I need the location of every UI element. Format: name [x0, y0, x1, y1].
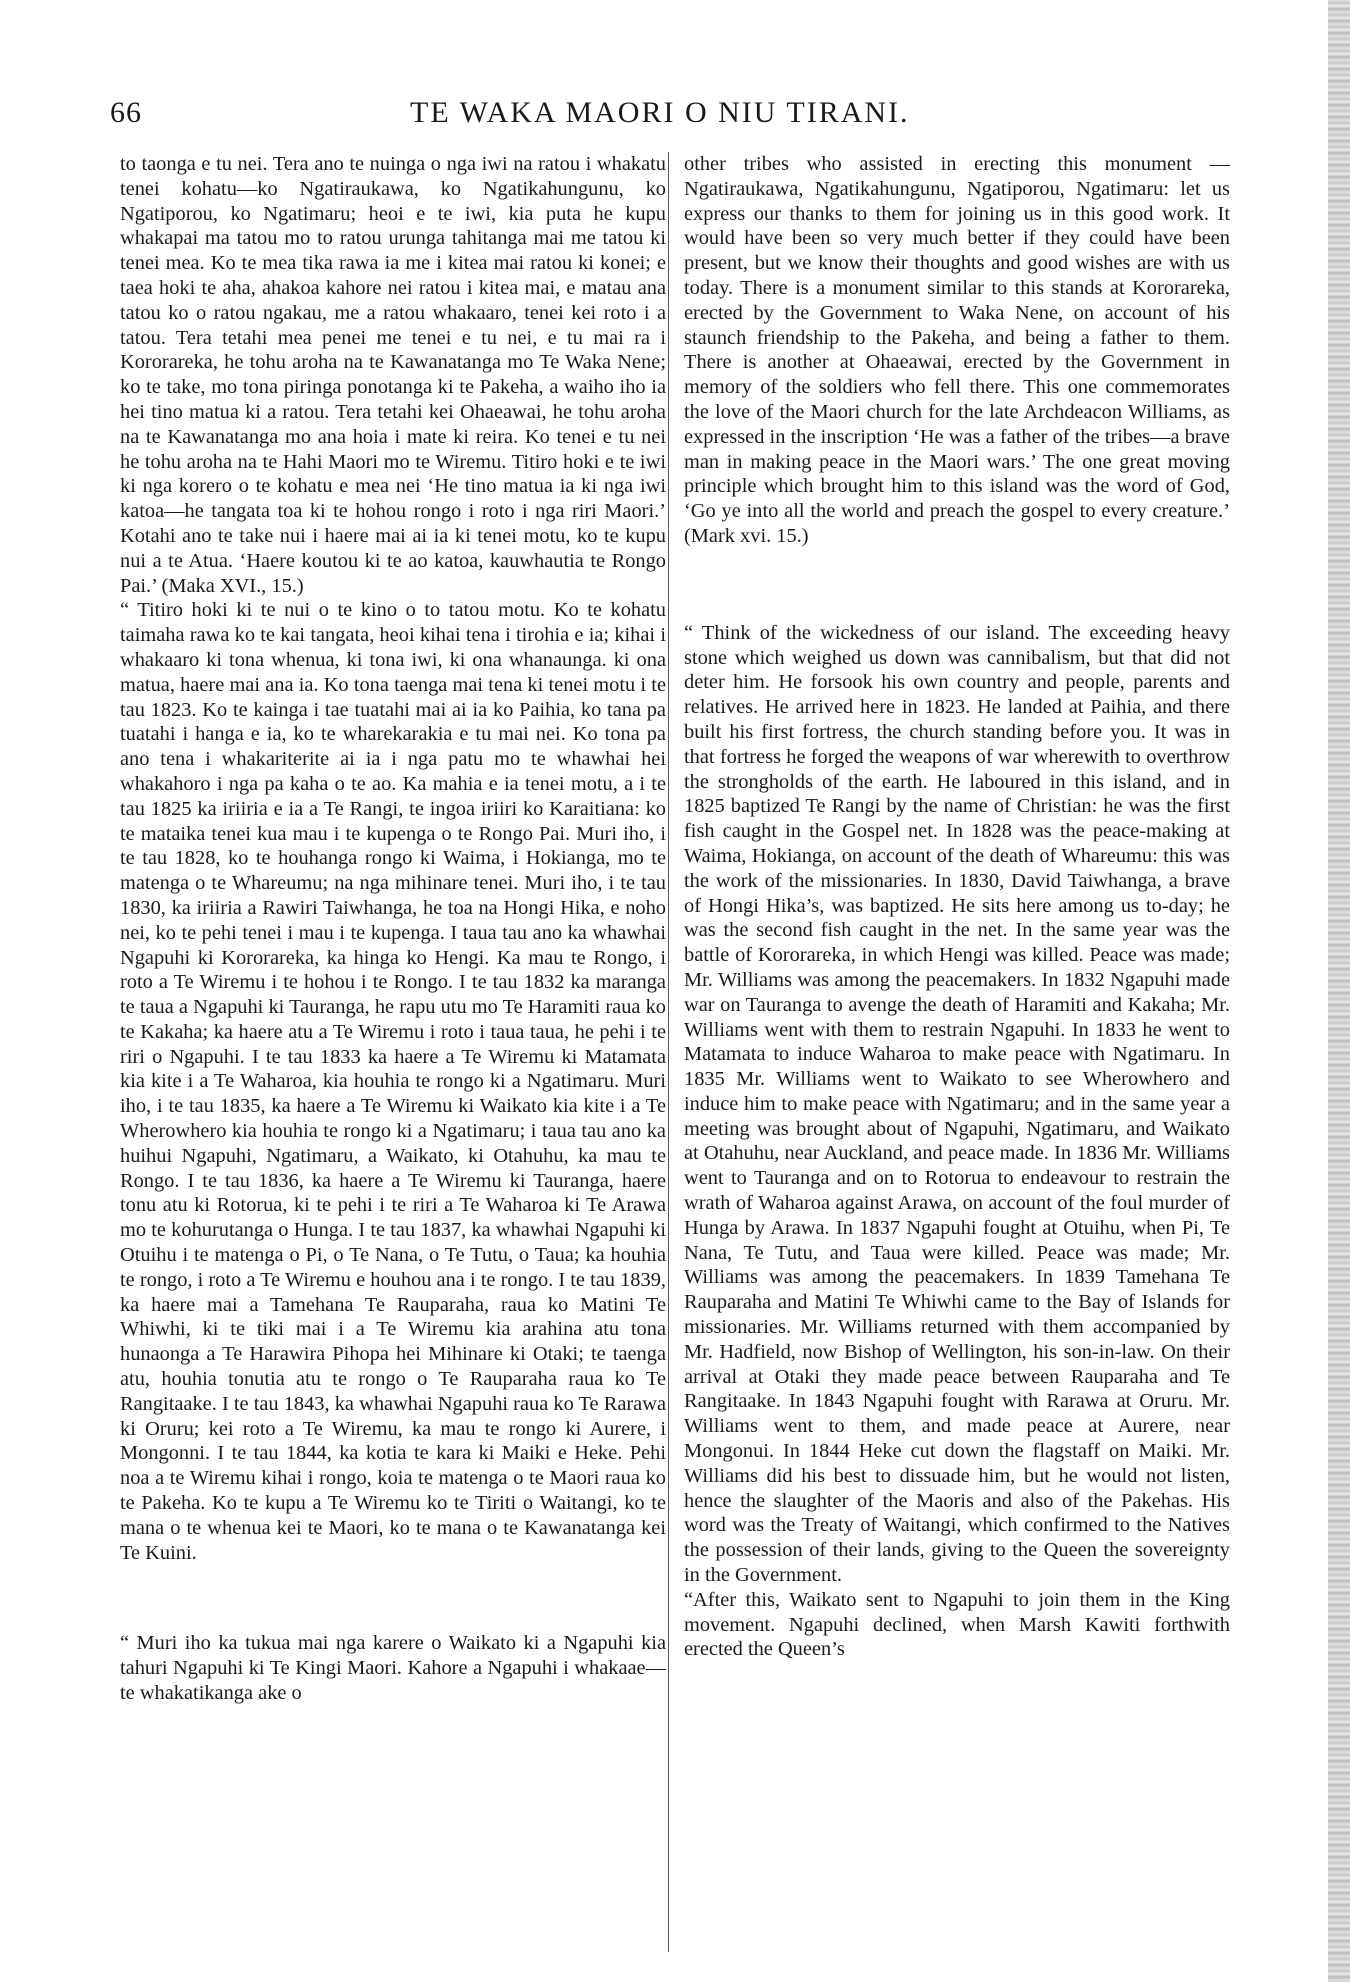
scanned-page-edge — [1328, 0, 1350, 1982]
maori-paragraph-1: to taonga e tu nei. Tera ano te nuinga o nga iwi na ratou i whakatu tenei kohatu—ko Ngatiraukawa, ko Ngatikahungunu, ko Ngatiporou, ko Ngatimaru; heoi e te iwi, kia puta he kupu whakapai ma tatou mo to ratou urunga tahitanga mai me tatou ki tenei mea. Ko te mea tika rawa ia me i kitea mai ratou ki konei; e taea hoki te aha, ahakoa kahore nei ratou i kitea mai, e matau ana tatou ko o ratou ngakau, me a ratou whakaaro, tenei kei roto i a tatou. Tera tetahi mea penei me tenei e tu nei, e tu mai ra i Kororareka, he tohu aroha na te Kawanatanga mo Te Waka Nene; ko te take, mo tona piringa ponotanga ki te Pakeha, a waiho iho ia hei tino matua ki a ratou. Tera tetahi kei Ohaeawai, he tohu aroha na te Kawanatanga mo ana hoia i mate ki reira. Ko tenei e tu nei he tohu aroha na te Hahi Maori mo te Wiremu. Titiro hoki e te iwi ki nga korero o te kohatu e mea nei ‘He tino matua ia ki nga iwi katoa—he tangata toa ki te hohou rongo i roto i nga riri Maori.’ Kotahi ano te take nui i haere mai ai ia ki tenei motu, ko te kupu nui a te Atua. ‘Haere koutou ki te ao katoa, kauwhautia te Rongo Pai.’ (Maka XVI., 15.) — [120, 153, 666, 597]
column-divider — [668, 152, 669, 1952]
page-header — [110, 96, 1210, 136]
english-text-column — [684, 152, 1230, 1662]
maori-paragraph-2: “ Titiro hoki ki te nui o te kino o to tatou motu. Ko te kohatu taimaha rawa ko te kai tangata, heoi kihai tena i tirohia e ia; kihai i whakaaro ki tona whenua, ki tona iwi, ki ona whanaunga. ki ona matua, haere mai ana ia. Ko tona taenga mai tena ki tenei motu i te tau 1823. Ko te kainga i tae tuatahi mai ai ia ko Paihia, ko tana pa tuatahi i hanga e ia, ko te wharekarakia e tu mai nei. Ko tona pa ano tena i whakariterite ai ia i nga patu mo te whawhai hei whakahoro i nga pa kaha o te ao. Ka mahia e ia tenei motu, a i te tau 1825 ka iriiria e ia a Te Rangi, te ingoa iriiri ko Karaitiana: ko te mataika tenei kua mau i te kupenga o te Rongo Pai. Muri iho, i te tau 1828, ko te houhanga rongo ki Waima, i Hokianga, mo te matenga o te Whareumu; na nga mihinare tenei. Muri iho, i te tau 1830, ka iriiria a Rawiri Taiwhanga, he toa na Hongi Hika, e noho nei, ko te pehi tenei i mau i te kupenga. I taua tau ano ka whawhai Ngapuhi ki Kororareka, ka hinga ko Hengi. Ka mau te Rongo, i roto a Te Wiremu i te hohou i te Rongo. I te tau 1832 ka maranga te taua a Ngapuhi ki Tauranga, he rapu utu mo Te Haramiti raua ko te Kakaha; ka haere atu a Te Wiremu i roto i taua taua, he pehi i te riri o Ngapuhi. I te tau 1833 ka haere a Te Wiremu ki Matamata kia kite i a Te Waharoa, kia houhia te rongo ki a Ngatimaru. Muri iho, i te tau 1835, ka haere a Te Wiremu ki Waikato kia kite i a Te Wherowhero kia houhia te rongo ki a Ngatimaru; i taua tau ano ka huihui Ngapuhi, Ngatimaru, a Waikato, ki Otahuhu, ka mau te Rongo. I te tau 1836, ka haere a Te Wiremu ki Tauranga, haere tonu atu ki Rotorua, ki te pehi i te riri a Te Waharoa ki Te Arawa mo te kohurutanga o Hunga. I te tau 1837, ka whawhai Ngapuhi ki Otuihu i te matenga o Pi, o Te Nana, o Te Tutu, o Taua; ka houhia te rongo, i roto a Te Wiremu e houhou ana i te rongo. I te tau 1839, ka haere mai a Tamehana Te Rauparaha, raua ko Matini Te Whiwhi, ki te tiki mai i a Te Wiremu kia arahina atu tona hunaonga a Te Harawira Pihopa hei Mihinare ki Otaki; te taenga atu, houhia tonutia atu te rongo o Te Rauparaha raua ko Te Rangitaake. I te tau 1843, ka whawhai Ngapuhi raua ko Te Rarawa ki Oruru; kei roto a Te Wiremu, ka mau te rongo ki Aurere, i Mongonni. I te tau 1844, ka kotia te kara ki Maiki e Heke. Pehi noa a te Wiremu kihai i rongo, koia te matenga o te Maori raua ko te Pakeha. Ko te kupu a Te Wiremu ko te Tiriti o Waitangi, ko te mana o te whenua kei te Maori, ko te mana o te Kawanatanga kei Te Kuini. — [120, 599, 666, 1564]
english-paragraph-3: “After this, Waikato sent to Ngapuhi to join them in the King movement. Ngapuhi declined, when Marsh Kawiti forthwith erected the Queen’s — [684, 1588, 1230, 1661]
journal-title: TE WAKA MAORI O NIU TIRANI. — [410, 96, 910, 129]
english-paragraph-2: “ Think of the wickedness of our island. The exceeding heavy stone which weighed us down was cannibalism, but that did not deter him. He forsook his own country and people, parents and relatives. He arrived here in 1823. He landed at Paihia, and there built his first fortress, the church standing before you. It was in that fortress he forged the weapons of war wherewith to overthrow the strongholds of the earth. He laboured in this island, and in 1825 baptized Te Rangi by the name of Christian: he was the first fish caught in the Gospel net. In 1828 was the peace-making at Waima, Hokianga, on account of the death of Whareumu: this was the work of the missionaries. In 1830, David Taiwhanga, a brave of Hongi Hika’s, was baptized. He sits here among us to-day; he was the second fish caught in the net. In the same year was the battle of Kororareka, in which Hengi was killed. Peace was made; Mr. Williams was among the peacemakers. In 1832 Ngapuhi made war on Tauranga to avenge the death of Haramiti and Kakaha; Mr. Williams went with them to restrain Ngapuhi. In 1833 he went to Matamata to induce Waharoa to make peace with Ngatimaru. In 1835 Mr. Williams went to Waikato to see Wherowhero and induce him to make peace with Ngatimaru; and in the same year a meeting was brought about of Ngapuhi, Ngatimaru, and Waikato at Otahuhu, near Auckland, and peace made. In 1836 Mr. Williams went to Tauranga and on to Rotorua to endeavour to restrain the wrath of Waharoa against Arawa, on account of the foul murder of Hunga by Arawa. In 1837 Ngapuhi fought at Otuihu, when Pi, Te Nana, Te Tutu, and Taua were killed. Peace was made; Mr. Williams was among the peacemakers. In 1839 Tamehana Te Rauparaha and Matini Te Whiwhi came to the Bay of Islands for missionaries. Mr. Williams returned with them accompanied by Mr. Hadfield, now Bishop of Wellington, his son-in-law. On their arrival at Otaki they made peace between Rauparaha and Te Rangitaake. In 1843 Ngapuhi fought with Rarawa at Oruru. Mr. Williams went to them, and made peace at Aurere, near Mongonui. In 1844 Heke cut down the flagstaff on Maiki. Mr. Williams did his best to dissuade him, but he would not listen, hence the slaughter of the Maoris and also of the Pakehas. His word was the Treaty of Waitangi, which confirmed to the Natives the possession of their lands, giving to the Queen the sovereignty in the Government. — [684, 621, 1230, 1587]
maori-paragraph-3: “ Muri iho ka tukua mai nga karere o Waikato ki a Ngapuhi kia tahuri Ngapuhi ki Te Kingi Maori. Kahore a Ngapuhi i whakaae—te whakatikanga ake o — [120, 1632, 666, 1705]
page-number: 66 — [110, 96, 142, 129]
maori-text-column — [120, 152, 666, 1706]
english-paragraph-1: other tribes who assisted in erecting this monument —Ngatiraukawa, Ngatikahungunu, Ngatiporou, Ngatimaru: let us express our thanks to them for joining us in this good work. It would have been so very much better if they could have been present, but we know their thoughts and good wishes are with us today. There is a monument similar to this stands at Kororareka, erected by the Government to Waka Nene, on account of his staunch friendship to the Pakeha, and being a father to them. There is another at Ohaeawai, erected by the Government in memory of the soldiers who fell there. This one commemorates the love of the Maori church for the late Archdeacon Williams, as expressed in the inscription ‘He was a father of the tribes—a brave man in making peace in the Maori wars.’ The one great moving principle which brought him to this island was the word of God, ‘Go ye into all the world and preach the gospel to every creature.’ (Mark xvi. 15.) — [684, 153, 1230, 547]
